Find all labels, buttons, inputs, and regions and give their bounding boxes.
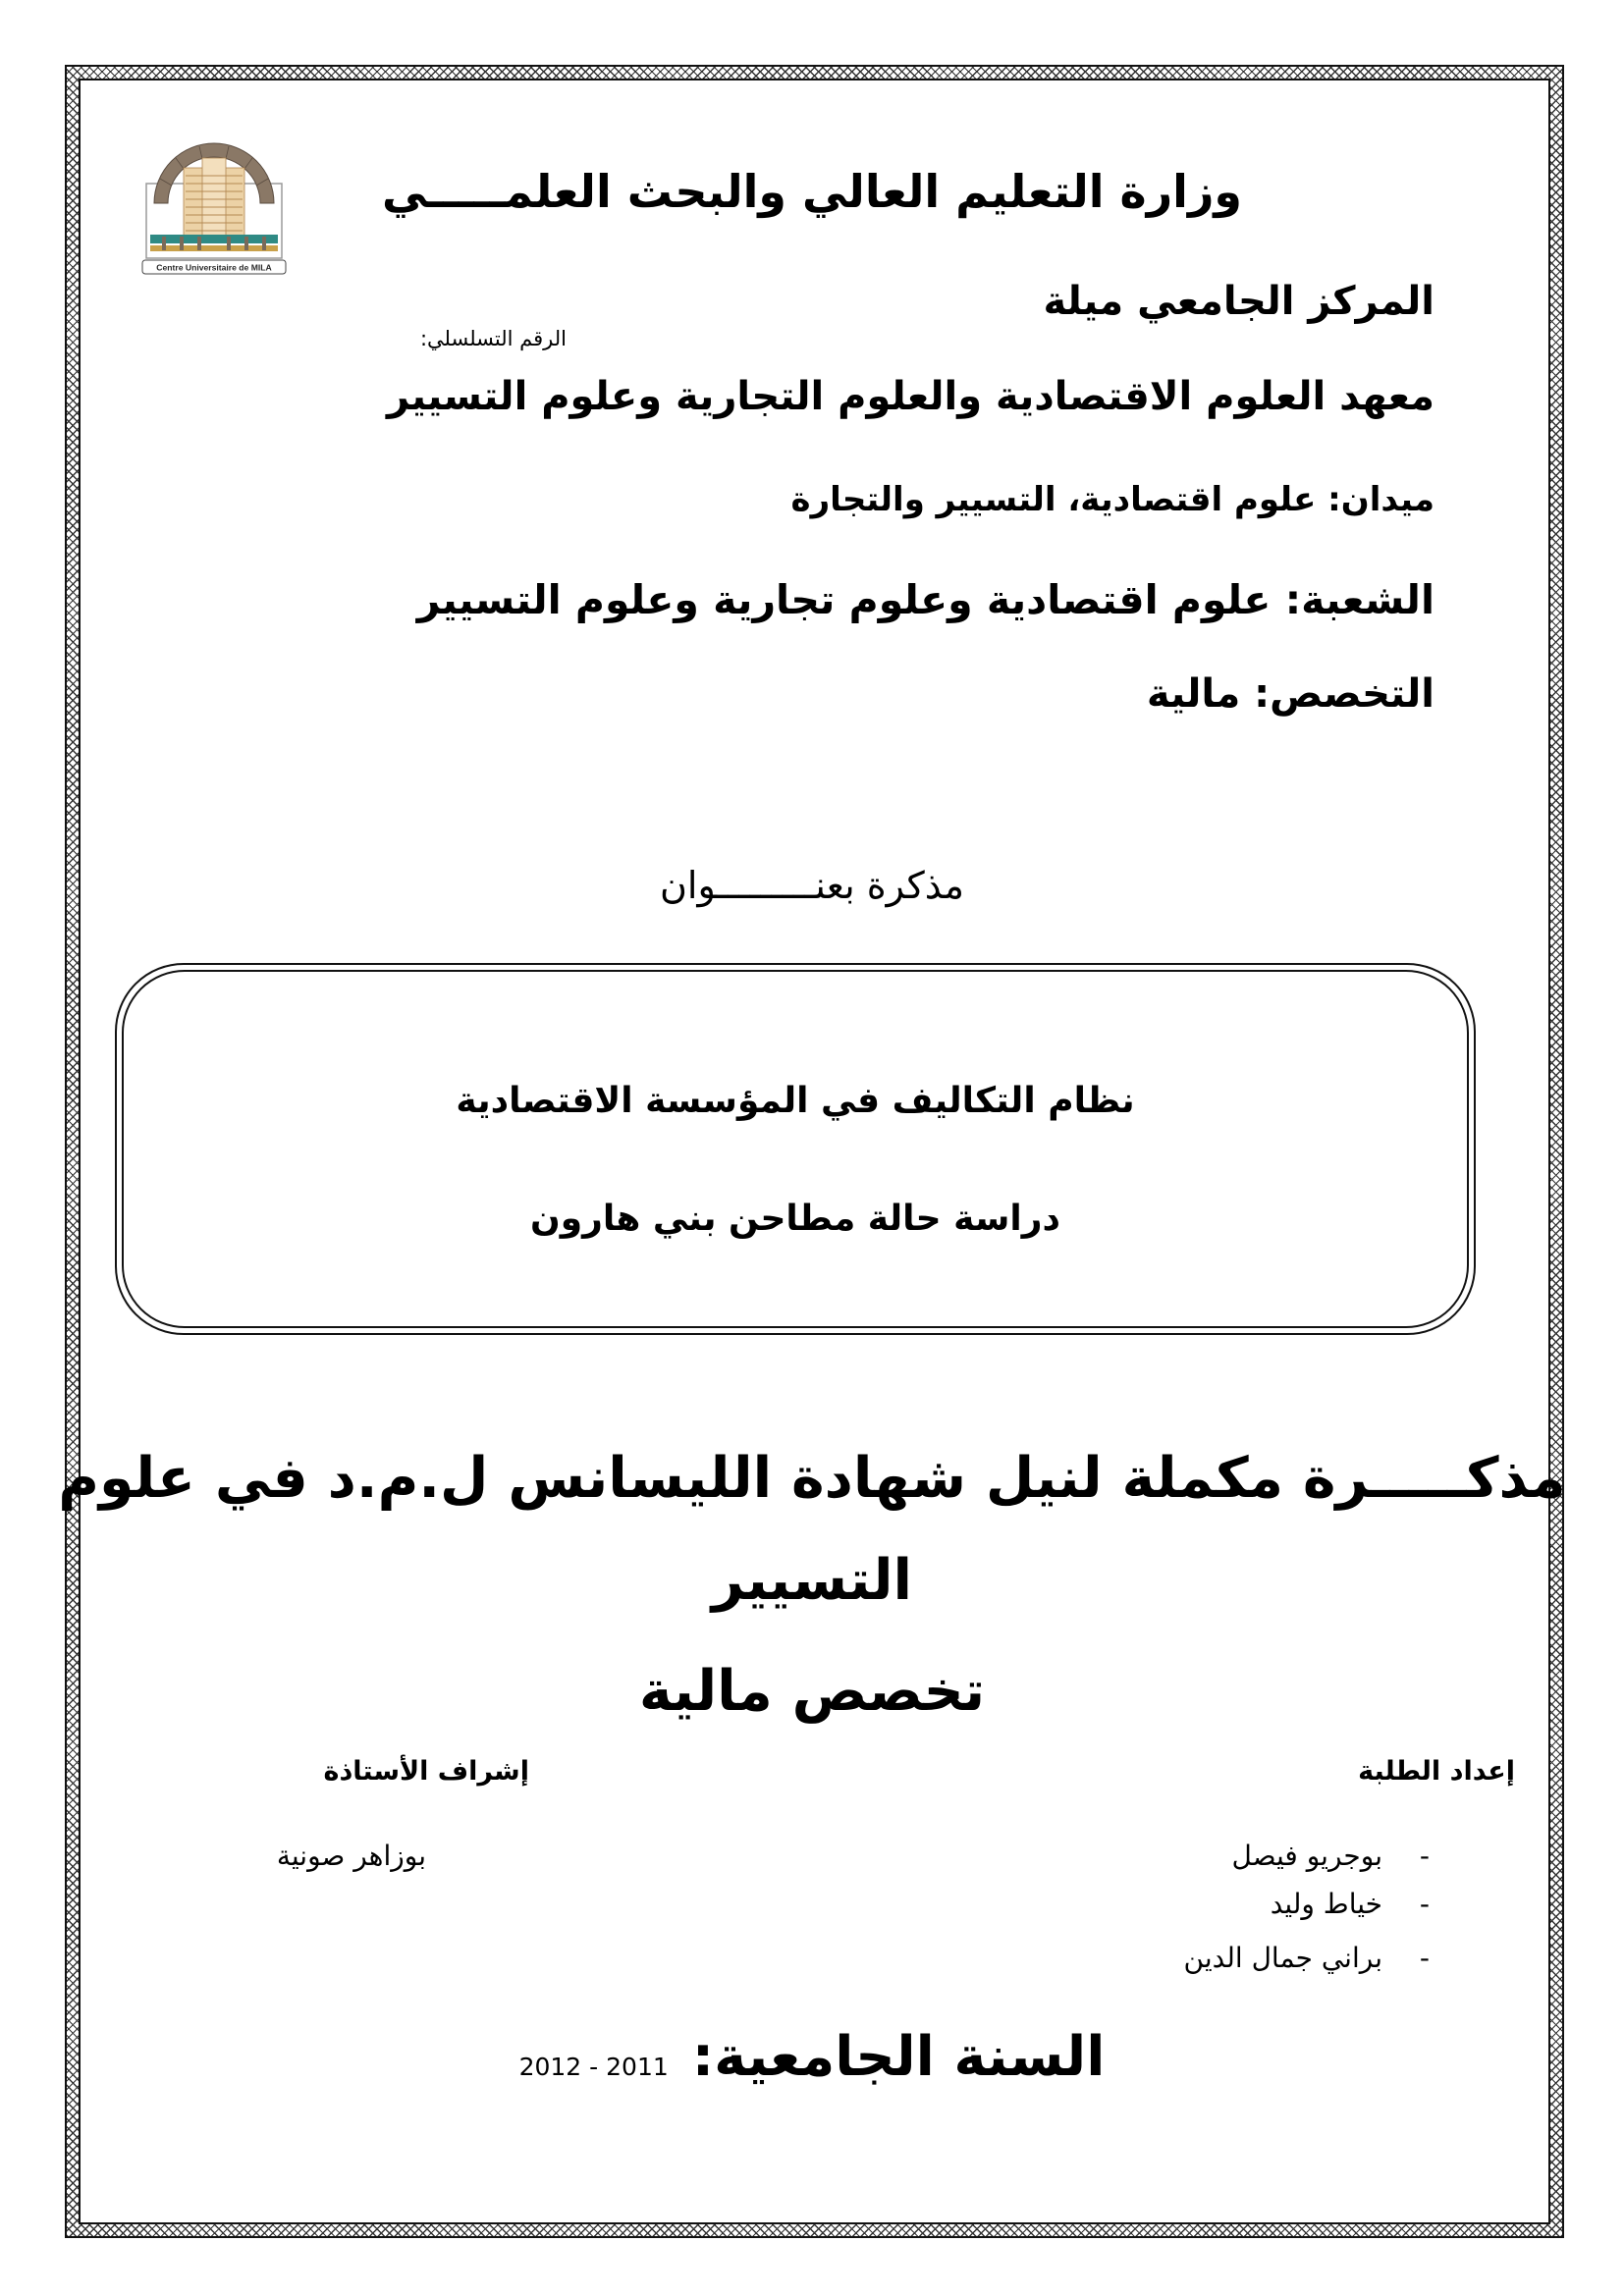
supervisor-label: إشراف الأستاذة <box>323 1756 529 1787</box>
ministry-title: وزارة التعليم العالي والبحث العلمـــــي <box>381 165 1243 218</box>
student-list-item <box>1271 1886 1430 1923</box>
thesis-title-box-inner-border <box>122 970 1469 1328</box>
student-name: بوجريو فيصل <box>1231 1840 1382 1872</box>
list-bullet: - <box>1419 1942 1430 1974</box>
institute-name: معهد العلوم الاقتصادية والعلوم التجارية وعلوم التسيير <box>386 374 1435 419</box>
memo-heading: مذكرة بعنـــــــــوان <box>659 864 964 907</box>
list-bullet: - <box>1419 1888 1430 1920</box>
thesis-subtitle: دراسة حالة مطاحن بني هارون <box>530 1199 1060 1239</box>
students-label: إعداد الطلبة <box>1358 1756 1515 1787</box>
student-name: براني جمال الدين <box>1183 1942 1382 1974</box>
degree-statement-line-1: مذكـــــرة مكملة لنيل شهادة الليسانس ل.م.د في علوم <box>58 1446 1566 1511</box>
academic-year-value: 2011 - 2012 <box>518 2053 669 2081</box>
thesis-title: نظام التكاليف في المؤسسة الاقتصادية <box>456 1081 1135 1121</box>
specialty-line: التخصص: مالية <box>1146 671 1435 717</box>
degree-statement-line-2: التسيير <box>711 1548 913 1613</box>
field-line: ميدان: علوم اقتصادية، التسيير والتجارة <box>790 480 1435 519</box>
branch-line: الشعبة: علوم اقتصادية وعلوم تجارية وعلوم التسيير <box>416 576 1435 623</box>
student-name: خياط وليد <box>1270 1888 1382 1920</box>
serial-number-label: الرقم التسلسلي: <box>419 327 567 350</box>
logo-caption: Centre Universitaire de MILA <box>156 262 272 273</box>
university-center-name: المركز الجامعي ميلة <box>1043 279 1435 324</box>
thesis-title-box <box>115 963 1476 1335</box>
student-list-item <box>1184 1940 1430 1977</box>
degree-specialty: تخصص مالية <box>638 1659 986 1724</box>
academic-year <box>0 2020 1624 2105</box>
academic-year-label: السنة الجامعية: <box>691 2025 1106 2089</box>
list-bullet: - <box>1419 1840 1430 1872</box>
student-list-item <box>1232 1838 1431 1875</box>
supervisor-name: بوزاهر صونية <box>276 1840 426 1872</box>
